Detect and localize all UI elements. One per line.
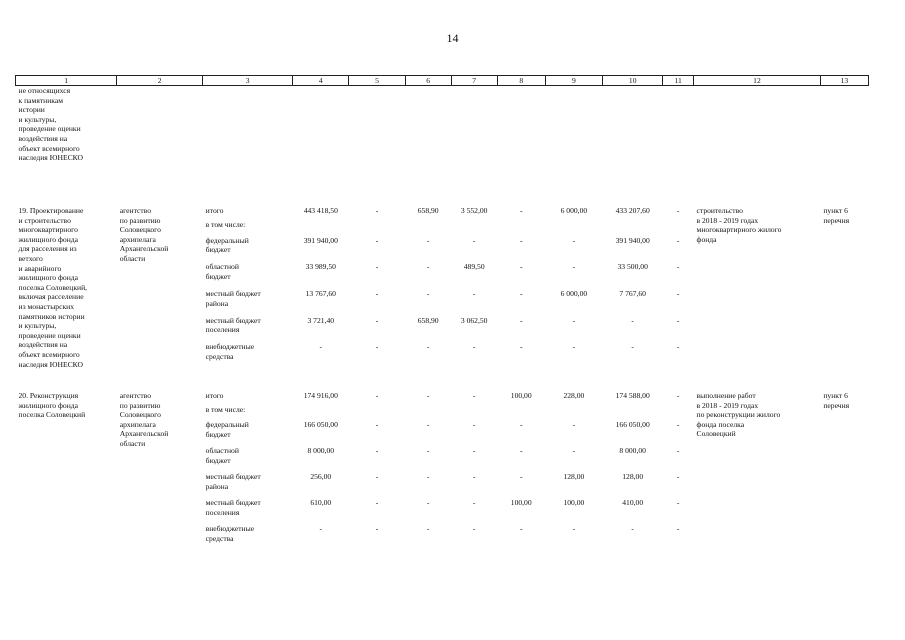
amount-cell	[405, 405, 451, 420]
responsible-agency: агентство по развитию Соловецкого архипелага Архангельской области	[119, 206, 169, 263]
amount-cell: -	[572, 342, 576, 352]
spacer-row	[16, 182, 869, 206]
amount-cell: 128,00	[563, 472, 585, 482]
spacer-row	[16, 369, 869, 391]
measure-name: 19. Проектирование и строительство многоквартирного жилищного фонда для расселения из ветхого и аварийного жилищного фонда поселка Соловецкий, включая расселение из монастырских памятников истории и культуры, проведение оценки воздействия на объект всемирного наследия ЮНЕСКО	[18, 206, 88, 369]
amount-cell: 166 050,00	[615, 420, 650, 430]
amount-cell: -	[676, 315, 680, 325]
program-table	[15, 75, 869, 550]
amount-cell: 8 000,00	[307, 446, 335, 456]
amount-cell: -	[426, 391, 430, 401]
amount-cell: 13 767,60	[305, 289, 336, 299]
list-reference: пункт 6 перечня	[823, 391, 850, 410]
funding-source-label: в том числе:	[205, 220, 246, 230]
column-number: 9	[545, 76, 602, 86]
amount-cell: 3 062,50	[460, 315, 488, 325]
amount-cell: -	[572, 235, 576, 245]
amount-cell: -	[426, 524, 430, 534]
amount-cell: -	[676, 235, 680, 245]
amount-cell: -	[519, 472, 523, 482]
amount-cell: -	[472, 289, 476, 299]
amount-cell: -	[519, 262, 523, 272]
list-reference: пункт 6 перечня	[823, 206, 850, 225]
amount-cell: -	[426, 472, 430, 482]
column-number: 1	[16, 76, 117, 86]
amount-cell: -	[472, 235, 476, 245]
amount-cell	[405, 220, 451, 235]
amount-cell: -	[519, 315, 523, 325]
amount-cell: -	[676, 472, 680, 482]
funding-source-label: местный бюджет района	[205, 472, 261, 491]
amount-cell: -	[676, 498, 680, 508]
amount-cell: -	[631, 315, 634, 325]
amount-cell	[293, 220, 349, 235]
amount-cell: -	[375, 315, 379, 325]
amount-cell: 658,90	[417, 315, 439, 325]
amount-cell: 166 050,00	[303, 420, 338, 430]
amount-cell: 174 588,00	[615, 391, 650, 401]
amount-cell: 3 552,00	[460, 206, 488, 215]
column-number: 11	[663, 76, 694, 86]
amount-cell: 443 418,50	[303, 206, 338, 215]
amount-cell: -	[572, 524, 576, 534]
amount-cell: -	[472, 524, 476, 534]
funding-source-label: местный бюджет района	[205, 289, 261, 308]
amount-cell: 33 989,50	[305, 262, 336, 272]
amount-cell: 228,00	[563, 391, 585, 401]
amount-cell: 433 207,60	[615, 206, 650, 215]
amount-cell: 128,00	[622, 472, 644, 482]
funding-source-label: местный бюджет поселения	[205, 315, 261, 335]
amount-cell: -	[375, 342, 379, 352]
amount-cell: -	[319, 342, 323, 352]
amount-cell: -	[375, 446, 379, 456]
funding-source-label: областной бюджет	[205, 446, 239, 465]
amount-cell: -	[519, 420, 523, 430]
funding-source-label: областной бюджет	[205, 262, 239, 281]
amount-cell: 610,00	[310, 498, 332, 508]
column-number: 2	[117, 76, 203, 86]
funding-row	[16, 391, 869, 405]
amount-cell: -	[375, 524, 379, 534]
amount-cell	[497, 220, 545, 235]
amount-cell	[603, 405, 663, 420]
amount-cell: -	[676, 206, 680, 215]
expected-result: выполнение работ в 2018 - 2019 годах по реконструкции жилого фонда поселка Соловецкий	[696, 391, 781, 439]
amount-cell: -	[572, 262, 576, 272]
amount-cell: 100,00	[510, 498, 532, 508]
funding-source-label: федеральный бюджет	[205, 420, 249, 439]
amount-cell: -	[426, 289, 430, 299]
page-number: 14	[446, 31, 459, 45]
funding-row	[16, 206, 869, 220]
amount-cell: 489,50	[463, 262, 485, 272]
amount-cell: 410,00	[622, 498, 644, 508]
amount-cell: -	[631, 524, 634, 534]
amount-cell: -	[519, 235, 523, 245]
amount-cell	[451, 405, 497, 420]
funding-source-label: в том числе:	[205, 405, 246, 415]
amount-cell: -	[426, 498, 430, 508]
amount-cell: -	[676, 524, 680, 534]
amount-cell: -	[519, 206, 523, 215]
amount-cell: -	[375, 289, 379, 299]
funding-source-label: местный бюджет поселения	[205, 498, 261, 517]
amount-cell: -	[472, 472, 476, 482]
funding-source-label: итого	[205, 206, 224, 215]
amount-cell: 7 767,60	[619, 289, 646, 299]
amount-cell: 256,00	[310, 472, 332, 482]
amount-cell: -	[472, 342, 476, 352]
amount-cell: 658,90	[417, 206, 439, 215]
column-number: 8	[497, 76, 545, 86]
amount-cell: 391 940,00	[303, 235, 338, 245]
amount-cell	[603, 220, 663, 235]
amount-cell: -	[472, 420, 476, 430]
amount-cell: -	[375, 420, 379, 430]
column-number: 6	[405, 76, 451, 86]
column-number: 12	[694, 76, 821, 86]
amount-cell: -	[375, 206, 379, 215]
table-body	[16, 86, 869, 551]
amount-cell: -	[472, 498, 476, 508]
amount-cell: -	[572, 315, 576, 325]
amount-cell: -	[519, 289, 523, 299]
amount-cell	[497, 405, 545, 420]
amount-cell	[293, 405, 349, 420]
amount-cell: 100,00	[563, 498, 585, 508]
amount-cell: -	[519, 446, 523, 456]
amount-cell: -	[631, 342, 634, 352]
column-number: 5	[349, 76, 405, 86]
column-number: 13	[820, 76, 868, 86]
amount-cell: -	[472, 446, 476, 456]
expected-result: строительство в 2018 - 2019 годах многоквартирного жилого фонда	[696, 206, 782, 244]
column-number: 10	[603, 76, 663, 86]
amount-cell: -	[676, 289, 680, 299]
amount-cell	[545, 220, 602, 235]
amount-cell: 3 721,40	[307, 315, 335, 325]
amount-cell: -	[676, 446, 680, 456]
funding-source-label: итого	[205, 391, 224, 401]
amount-cell: -	[375, 498, 379, 508]
column-number: 4	[293, 76, 349, 86]
amount-cell: 6 000,00	[560, 206, 588, 215]
amount-cell: 391 940,00	[615, 235, 650, 245]
amount-cell	[349, 405, 405, 420]
amount-cell: -	[572, 446, 576, 456]
amount-cell	[451, 220, 497, 235]
amount-cell: -	[375, 262, 379, 272]
amount-cell: -	[676, 342, 680, 352]
continuation-row	[16, 86, 869, 183]
amount-cell: -	[519, 524, 523, 534]
amount-cell: -	[676, 420, 680, 430]
measure-name: 20. Реконструкция жилищного фонда поселка Соловецкий	[18, 391, 86, 420]
amount-cell: -	[426, 420, 430, 430]
amount-cell: -	[519, 342, 523, 352]
amount-cell: 100,00	[510, 391, 532, 401]
column-number: 7	[451, 76, 497, 86]
amount-cell: -	[375, 472, 379, 482]
amount-cell: -	[472, 391, 476, 401]
amount-cell: 8 000,00	[619, 446, 646, 456]
amount-cell: -	[319, 524, 323, 534]
amount-cell: 6 000,00	[560, 289, 588, 299]
amount-cell: -	[572, 420, 576, 430]
funding-source-label: внебюджетные средства	[205, 524, 255, 543]
amount-cell: -	[676, 391, 680, 401]
amount-cell	[545, 405, 602, 420]
amount-cell	[663, 220, 694, 235]
amount-cell: 33 500,00	[617, 262, 648, 272]
amount-cell: -	[375, 235, 379, 245]
funding-source-label: федеральный бюджет	[205, 235, 249, 255]
amount-cell: -	[676, 262, 680, 272]
funding-source-label: внебюджетные средства	[205, 342, 255, 361]
amount-cell	[663, 405, 694, 420]
amount-cell: -	[426, 235, 430, 245]
amount-cell: 174 916,00	[303, 391, 338, 401]
responsible-agency: агентство по развитию Соловецкого архипелага Архангельской области	[119, 391, 169, 449]
column-number: 3	[203, 76, 293, 86]
amount-cell: -	[375, 391, 379, 401]
column-number-header	[16, 76, 869, 86]
continued-measure-text: не относящихся к памятникам истории и культуры, проведение оценки воздействия на объект всемирного наследия ЮНЕСКО	[18, 86, 84, 163]
amount-cell: -	[426, 262, 430, 272]
amount-cell: -	[426, 342, 430, 352]
amount-cell	[349, 220, 405, 235]
amount-cell: -	[426, 446, 430, 456]
